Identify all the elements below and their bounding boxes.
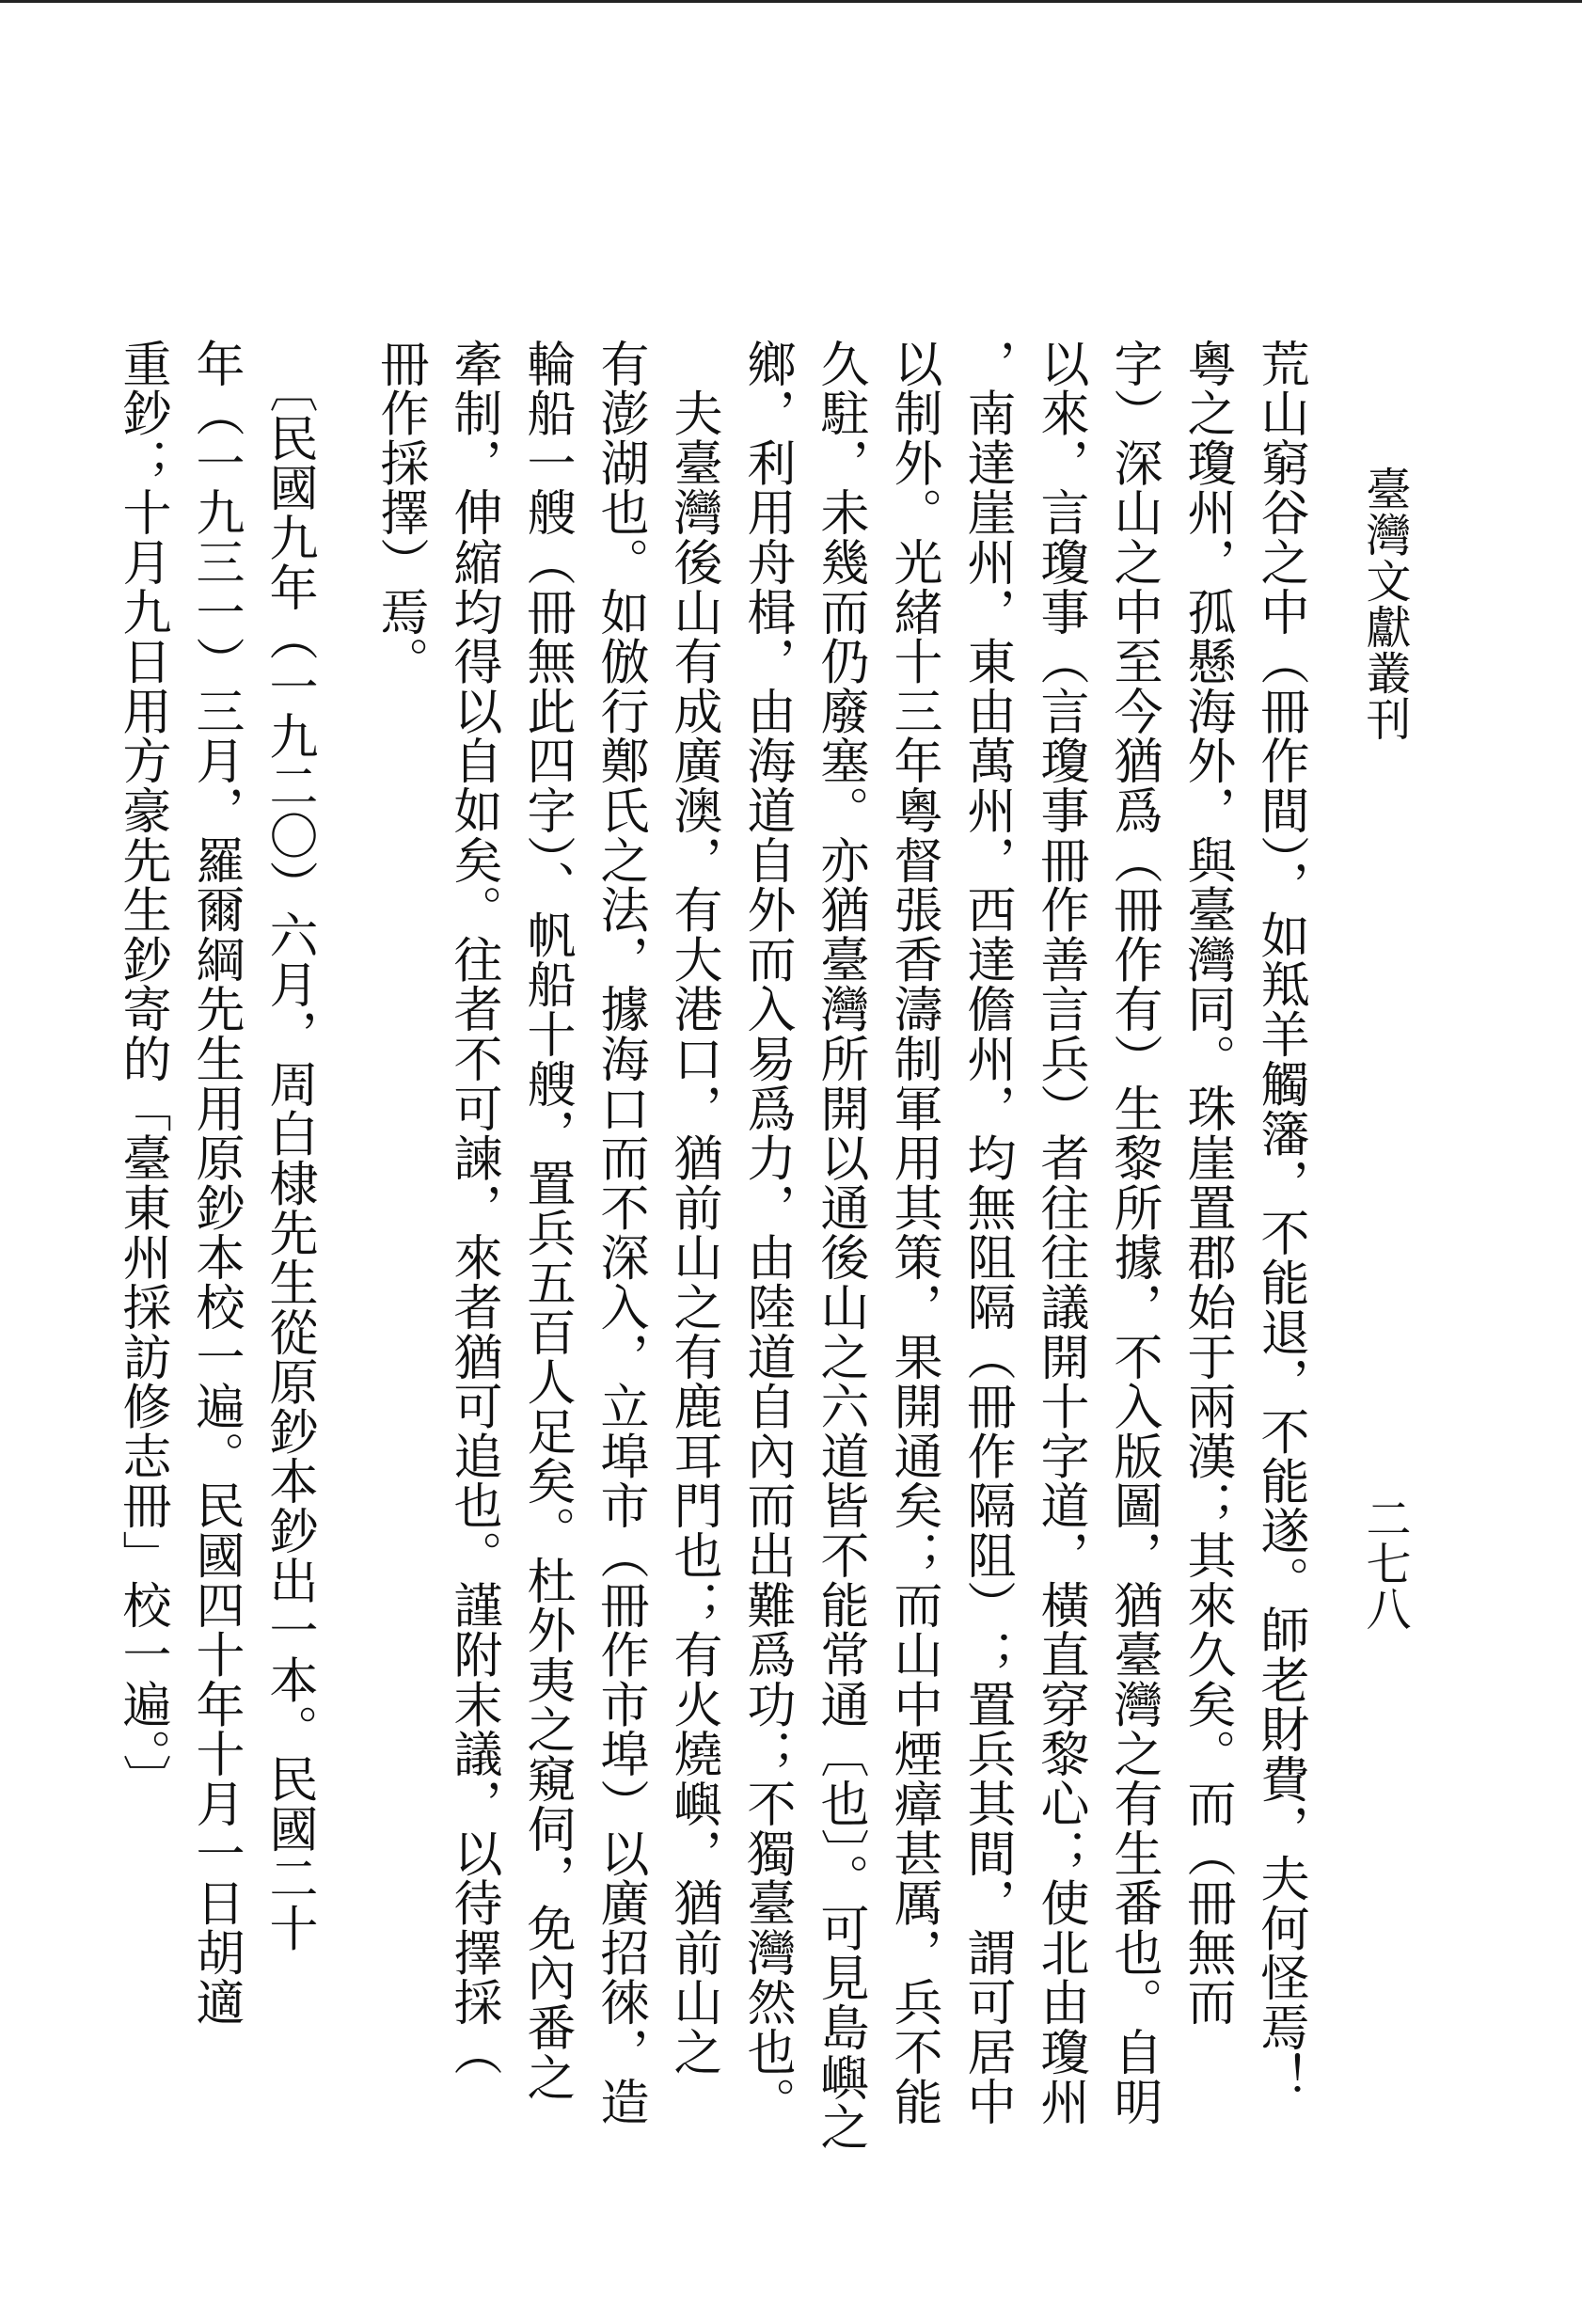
text-line: 久駐，未幾而仍廢塞。亦猶臺灣所開以通後山之六道皆不能常通〔也〕。可見島嶼之 [812,339,868,2152]
text-line: 夫臺灣後山有成廣澳，有大港口，猶前山之有鹿耳門也；有火燒嶼，猶前山之 [665,339,721,2077]
text-line: 冊作採擇）焉。 [372,339,428,687]
text-line: 牽制，伸縮均得以自如矣。往者不可諫，來者猶可追也。謹附末議，以待擇採（ [445,339,501,2077]
text-line: 粵之瓊州，孤懸海外，與臺灣同。珠崖置郡始于兩漢；其來久矣。而（冊無而 [1179,339,1235,2028]
page-number: 二七八 [1358,1495,1411,1631]
text-line: 字）深山之中至今猶爲（冊作有）生黎所據，不入版圖，猶臺灣之有生番也。自明 [1105,339,1162,2126]
paragraph-gap [325,339,363,2126]
note-line: 〔民國九年（一九二〇）六月，周白棣先生從原鈔本鈔出一本。民國二十 [261,339,317,1953]
text-line: 鄉，利用舟楫，由海道自外而入易爲力，由陸道自內而出難爲功；不獨臺灣然也。 [738,339,795,2126]
text-line: 以制外。光緒十三年粵督張香濤制軍用其策，果開通矣；而山中煙瘴甚厲，兵不能 [885,339,941,2126]
text-line: 有澎湖也。如倣行鄭氏之法，據海口而不深入，立埠市（冊作市埠）以廣招徠，造 [592,339,648,2126]
text-line: ，南達崖州，東由萬州，西達儋州，均無阻隔（冊作隔阻）；置兵其間，謂可居中 [958,339,1015,2126]
text-line: 荒山窮谷之中（冊作間），如羝羊觸籓，不能退，不能遂。師老財費，夫何怪焉！ [1252,339,1308,2102]
body-text [114,339,1317,2152]
text-line: 輪船一艘（冊無此四字）、帆船十艘，置兵五百人足矣。杜外夷之窺伺，免內番之 [518,339,575,2102]
note-line: 重鈔；十月九日用方豪先生鈔寄的「臺東州採訪修志冊」校一遍。〕 [114,339,170,1804]
text-line: 以來，言瓊事（言瓊事冊作善言兵）者往往議開十字道，橫直穿黎心；使北由瓊州 [1032,339,1088,2126]
note-line: 年（一九三一）三月，羅爾綱先生用原鈔本校一遍。民國四十年十月一日胡適 [187,339,244,2028]
page-top-rule [0,0,1582,3]
running-title: 臺灣文獻叢刊 [1358,466,1411,742]
